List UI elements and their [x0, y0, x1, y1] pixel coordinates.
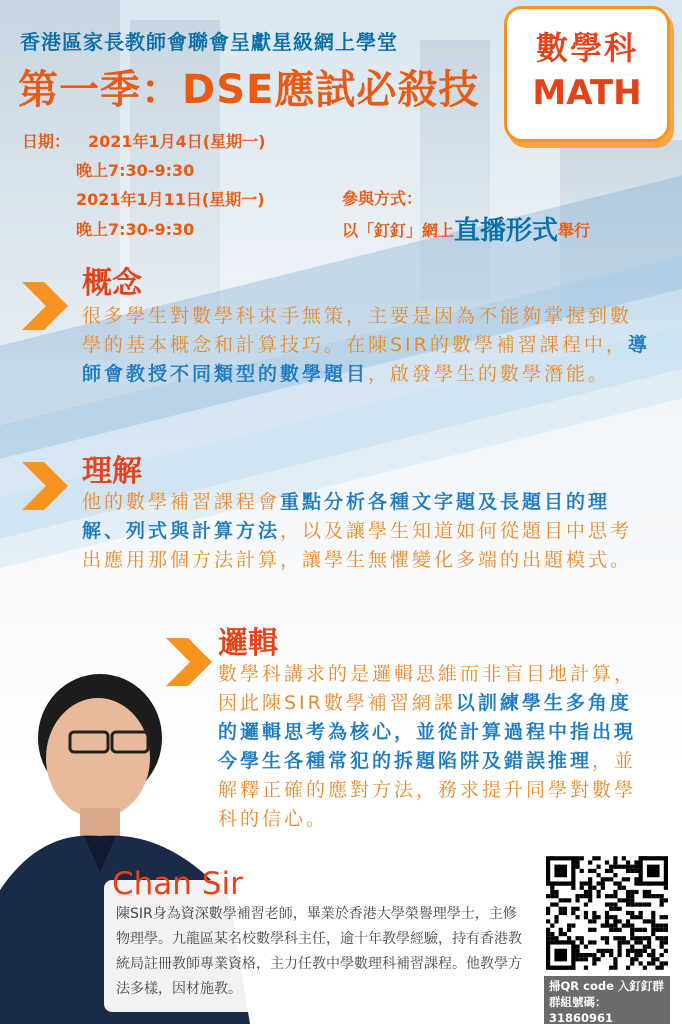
- participation-after: 舉行: [558, 221, 591, 240]
- chevron-right-icon: [22, 282, 70, 330]
- section-body-concept: [82, 302, 652, 389]
- qr-caption-line2: 群組號碼：31860961: [549, 995, 614, 1024]
- section-text: 很多學生對數學科束手無策，主要是因為不能夠掌握到數學的基本概念和計算技巧。在陳SIR的數學補習課程中，: [82, 305, 633, 356]
- subject-zh: 數學科: [535, 29, 638, 67]
- section-highlight: 重點分析各種文字題及長題目的理解、列式與計算方法: [82, 491, 611, 542]
- section-body-understanding: [82, 488, 652, 575]
- participation-before: 以「釘釘」網上: [342, 221, 455, 240]
- chevron-right-icon: [166, 638, 214, 686]
- qr-code-icon: [546, 856, 668, 970]
- tutor-name: Chan Sir: [112, 866, 243, 902]
- section-text: ，啟發學生的數學潛能。: [368, 363, 611, 385]
- qr-caption: [544, 976, 670, 1024]
- subject-badge: [504, 6, 670, 142]
- time-2: 晚上7:30-9:30: [76, 220, 195, 239]
- subject-en: MATH: [532, 73, 642, 113]
- section-text: 數學科講求的是邏輯思維而非盲目地計算，因此陳SIR數學補習網課: [218, 663, 637, 714]
- qr-caption-line1: 掃QR code 入釘釘群: [549, 979, 664, 993]
- time-1: 晚上7:30-9:30: [76, 161, 195, 180]
- section-body-logic: [218, 660, 652, 834]
- section-text: 他的數學補習課程會: [82, 491, 281, 513]
- section-highlight: 以訓練學生多角度的邏輯思考為核心，並從計算過程中指出現今學生各種常犯的拆題陷阱及錯誤推理: [218, 692, 637, 772]
- section-heading-concept: 概念: [82, 266, 142, 301]
- page-title: 第一季：DSE應試必殺技: [18, 67, 480, 113]
- section-heading-understanding: 理解: [82, 454, 142, 489]
- participation-text: [342, 210, 590, 247]
- participation-emphasis: 直播形式: [454, 216, 559, 246]
- section-heading-logic: 邏輯: [218, 626, 278, 661]
- section-text: ，並解釋正確的應對方法，務求提升同學對數學科的信心。: [218, 750, 637, 830]
- date-1: 2021年1月4日(星期一): [88, 132, 266, 151]
- date-label: 日期：: [22, 132, 71, 151]
- chevron-right-icon: [22, 462, 70, 510]
- participation-label: 參與方式：: [342, 189, 423, 208]
- tutor-bio: 陳SIR身為資深數學補習老師，畢業於香港大學榮譽理學士，主修物理學。九龍區某名校數學科主任，逾十年教學經驗，持有香港教統局註冊教師專業資格，主力任教中學數理科補習課程。他教學方法多樣，因材施教。: [116, 906, 522, 997]
- section-text: ，以及讓學生知道如何從題目中思考出應用那個方法計算，讓學生無懼變化多端的出題模式。: [82, 520, 633, 571]
- qr-code[interactable]: [542, 852, 672, 974]
- section-highlight: 導師會教授不同類型的數學題目: [82, 334, 650, 385]
- date-2: 2021年1月11日(星期一): [76, 190, 265, 209]
- organizer-subtitle: 香港區家長教師會聯會呈獻星級網上學堂: [20, 30, 398, 54]
